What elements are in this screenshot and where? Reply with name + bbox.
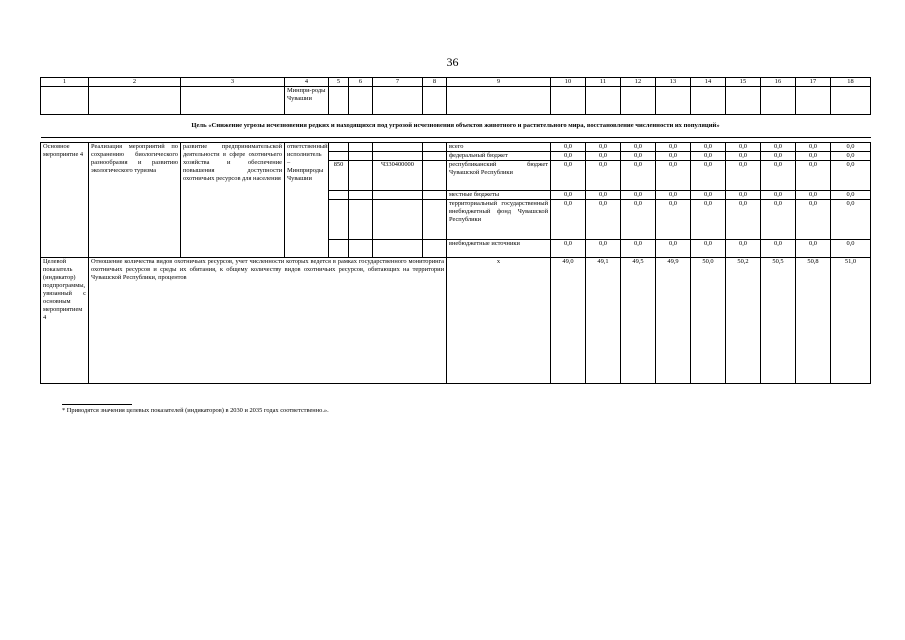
value-cell: 0,0 xyxy=(586,161,621,191)
value-cell: 0,0 xyxy=(831,240,871,258)
value-cell: 0,0 xyxy=(831,191,871,200)
header-cell: 18 xyxy=(831,78,871,87)
header-row xyxy=(41,78,871,87)
goal-row xyxy=(41,115,871,138)
value-cell: 0,0 xyxy=(761,240,796,258)
value-cell: 0,0 xyxy=(691,161,726,191)
value-cell: 0,0 xyxy=(726,191,761,200)
value-cell: 0,0 xyxy=(586,143,621,152)
indicator-description: Отношение количества видов охотничьих ресурсов, учет численности которых ведется в рамках государственного мониторинга охотничьих ресурсов и среды их обитания, к общему количеству видов охотничьих ресурсов, обитающих на территории Чувашской Республики, процентов xyxy=(89,258,447,384)
funding-source: федеральный бюджет xyxy=(447,152,551,161)
funding-source: внебюджетные источники xyxy=(447,240,551,258)
value-cell: 0,0 xyxy=(621,152,656,161)
header-cell: 4 xyxy=(285,78,329,87)
value-cell: 0,0 xyxy=(656,161,691,191)
value-cell: 0,0 xyxy=(726,152,761,161)
budget-table xyxy=(40,77,871,384)
value-cell: 0,0 xyxy=(796,191,831,200)
value-cell: 0,0 xyxy=(551,143,586,152)
value-cell: 0,0 xyxy=(586,191,621,200)
value-cell: 0,0 xyxy=(656,240,691,258)
event-link: развитие предпринимательской деятельности в сфере охотничьего хозяйства и обеспечение повышения доступности охотничьих ресурсов для населения xyxy=(181,143,285,258)
header-cell: 2 xyxy=(89,78,181,87)
header-cell: 12 xyxy=(621,78,656,87)
indicator-value: 50,5 xyxy=(761,258,796,384)
indicator-value: 50,8 xyxy=(796,258,831,384)
value-cell: 0,0 xyxy=(691,200,726,240)
indicator-row xyxy=(41,258,871,384)
funding-source: всего xyxy=(447,143,551,152)
value-cell: 0,0 xyxy=(621,200,656,240)
header-cell: 3 xyxy=(181,78,285,87)
header-cell: 8 xyxy=(423,78,447,87)
indicator-value: 49,5 xyxy=(621,258,656,384)
indicator-label: Целевой показатель (индикатор) подпрограммы, увязанный с основным мероприятием 4 xyxy=(41,258,89,384)
value-cell: 0,0 xyxy=(831,200,871,240)
value-cell: 0,0 xyxy=(621,240,656,258)
value-cell: 0,0 xyxy=(796,152,831,161)
value-cell: 0,0 xyxy=(621,191,656,200)
indicator-value: 49,1 xyxy=(586,258,621,384)
value-cell: 0,0 xyxy=(656,152,691,161)
value-cell: 0,0 xyxy=(761,143,796,152)
target-article: Ч330400000 xyxy=(373,161,423,191)
event-title: Реализация мероприятий по сохранению биологического разнообразия и развитию экологического туризма xyxy=(89,143,181,258)
header-cell: 11 xyxy=(586,78,621,87)
carry-responsible: Минпри-роды Чувашии xyxy=(285,87,329,115)
table-row xyxy=(41,143,871,152)
header-cell: 5 xyxy=(329,78,349,87)
header-cell: 17 xyxy=(796,78,831,87)
value-cell: 0,0 xyxy=(796,161,831,191)
funding-source: местные бюджеты xyxy=(447,191,551,200)
page-number: 36 xyxy=(446,55,459,69)
value-cell: 0,0 xyxy=(551,191,586,200)
funding-source: территориальный государственный внебюджетный фонд Чувашской Республики xyxy=(447,200,551,240)
indicator-value: 51,0 xyxy=(831,258,871,384)
value-cell: 0,0 xyxy=(586,152,621,161)
value-cell: 0,0 xyxy=(726,143,761,152)
value-cell: 0,0 xyxy=(691,143,726,152)
value-cell: 0,0 xyxy=(726,240,761,258)
header-cell: 9 xyxy=(447,78,551,87)
value-cell: 0,0 xyxy=(551,200,586,240)
indicator-value: 50,2 xyxy=(726,258,761,384)
indicator-unit-mark: х xyxy=(447,258,551,384)
budget-code: 850 xyxy=(329,161,349,191)
footnote-divider xyxy=(62,404,132,405)
value-cell: 0,0 xyxy=(726,200,761,240)
indicator-value: 50,0 xyxy=(691,258,726,384)
value-cell: 0,0 xyxy=(761,161,796,191)
value-cell: 0,0 xyxy=(831,143,871,152)
header-cell: 15 xyxy=(726,78,761,87)
value-cell: 0,0 xyxy=(796,143,831,152)
value-cell: 0,0 xyxy=(551,240,586,258)
value-cell: 0,0 xyxy=(621,143,656,152)
value-cell: 0,0 xyxy=(831,152,871,161)
header-cell: 1 xyxy=(41,78,89,87)
value-cell: 0,0 xyxy=(656,191,691,200)
value-cell: 0,0 xyxy=(586,200,621,240)
header-cell: 7 xyxy=(373,78,423,87)
value-cell: 0,0 xyxy=(691,152,726,161)
value-cell: 0,0 xyxy=(691,240,726,258)
footnote: * Приводятся значения целевых показателей (индикаторов) в 2030 и 2035 годах соответственно.». xyxy=(62,407,329,414)
value-cell: 0,0 xyxy=(691,191,726,200)
value-cell: 0,0 xyxy=(831,161,871,191)
event-name: Основное мероприятие 4 xyxy=(41,143,89,258)
value-cell: 0,0 xyxy=(656,143,691,152)
value-cell: 0,0 xyxy=(796,240,831,258)
goal-text: Цель «Снижение угрозы исчезновения редких и находящихся под угрозой исчезновения объектов животного и растительного мира, восстановление численности их популяций» xyxy=(41,115,871,138)
event-responsible: ответственный исполнитель – Минприроды Чувашии xyxy=(285,143,329,258)
header-cell: 6 xyxy=(349,78,373,87)
value-cell: 0,0 xyxy=(656,200,691,240)
funding-source: республиканский бюджет Чувашской Республики xyxy=(447,161,551,191)
value-cell: 0,0 xyxy=(551,152,586,161)
value-cell: 0,0 xyxy=(761,191,796,200)
header-cell: 16 xyxy=(761,78,796,87)
value-cell: 0,0 xyxy=(621,161,656,191)
header-cell: 14 xyxy=(691,78,726,87)
carry-row xyxy=(41,87,871,115)
indicator-value: 49,9 xyxy=(656,258,691,384)
value-cell: 0,0 xyxy=(761,200,796,240)
value-cell: 0,0 xyxy=(796,200,831,240)
header-cell: 13 xyxy=(656,78,691,87)
header-cell: 10 xyxy=(551,78,586,87)
indicator-value: 49,0 xyxy=(551,258,586,384)
value-cell: 0,0 xyxy=(726,161,761,191)
value-cell: 0,0 xyxy=(551,161,586,191)
value-cell: 0,0 xyxy=(586,240,621,258)
value-cell: 0,0 xyxy=(761,152,796,161)
